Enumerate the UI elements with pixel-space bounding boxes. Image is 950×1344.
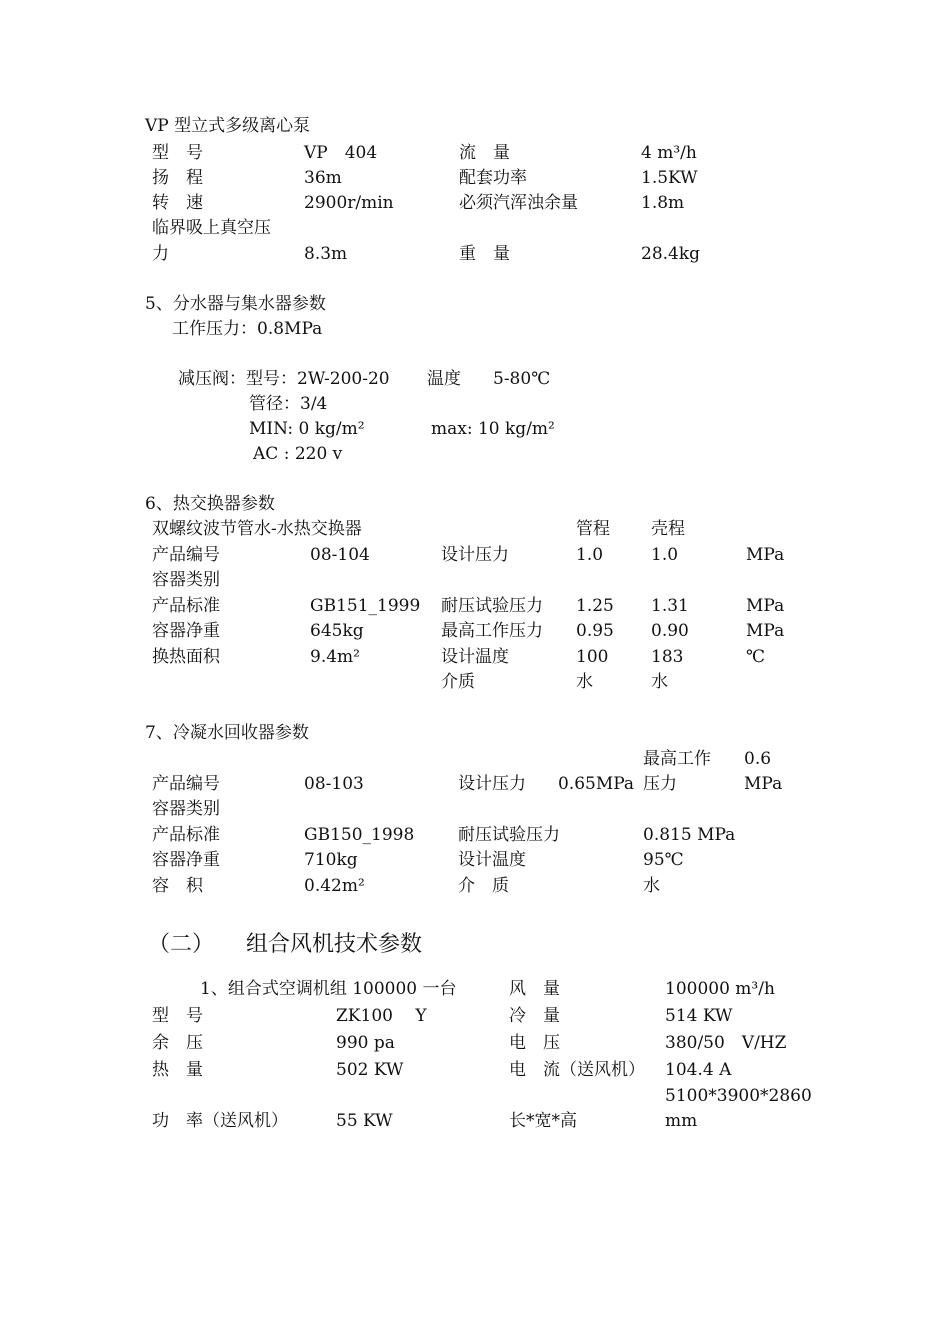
fan-power-label: 功 率（送风机） <box>152 1111 288 1131</box>
sec6-row-4-shell: 0.90 <box>651 621 689 641</box>
sec6-row-1-unit: MPa <box>746 545 785 565</box>
sec6-row-5-shell: 183 <box>651 647 684 667</box>
sec6-row-1-param: 设计压力 <box>441 545 509 565</box>
fan-row-2-param: 冷 量 <box>509 1006 560 1026</box>
pump-row-1-value2: 4 m³/h <box>641 143 697 163</box>
fan-row-2-value: ZK100 Y <box>336 1006 427 1026</box>
sec5-max: max: 10 kg/m² <box>431 419 555 439</box>
sec7-row-4-value: 710kg <box>304 850 358 870</box>
pump-row-3-value2: 1.8m <box>641 193 685 213</box>
fan-heading-text: 组合风机技术参数 <box>246 932 423 957</box>
sec6-row-1-label: 产品编号 <box>152 545 220 565</box>
sec6-title: 6、热交换器参数 <box>145 494 275 514</box>
pump-title: VP 型立式多级离心泵 <box>145 116 311 136</box>
pump-row-2-value: 36m <box>304 168 342 188</box>
sec6-row-5-param: 设计温度 <box>441 647 509 667</box>
sec7-row-1-value: 08-103 <box>304 774 364 794</box>
sec6-row-3-unit: MPa <box>746 596 785 616</box>
fan-heading-number: （二） <box>148 932 215 957</box>
sec6-row-1-value: 08-104 <box>310 545 370 565</box>
sec6-row-4-value: 645kg <box>310 621 364 641</box>
pump-weight-label: 重 量 <box>459 244 510 264</box>
sec6-row-4-tube: 0.95 <box>576 621 614 641</box>
pump-row-2-label: 扬 程 <box>152 168 203 188</box>
sec7-row-5-value: 0.42m² <box>304 876 365 896</box>
sec7-row-4-pvalue: 95℃ <box>643 850 684 870</box>
pump-row-1-value: VP 404 <box>304 143 378 163</box>
sec7-row-4-param: 设计温度 <box>458 850 526 870</box>
pump-row-3-value: 2900r/min <box>304 193 394 213</box>
pump-row-1-label2: 流 量 <box>459 143 510 163</box>
sec7-maxp-value-1: 0.6 <box>744 749 772 769</box>
sec6-row-1-shell: 1.0 <box>651 545 679 565</box>
sec6-row-5-tube: 100 <box>576 647 609 667</box>
fan-row-4-value: 502 KW <box>336 1060 404 1080</box>
sec6-row-6-shell: 水 <box>651 672 668 692</box>
sec6-row-5-label: 换热面积 <box>152 647 220 667</box>
sec7-row-3-value: GB150_1998 <box>304 825 415 845</box>
fan-row-2-pvalue: 514 KW <box>665 1006 733 1026</box>
sec5-pressure: 工作压力：0.8MPa <box>172 319 323 339</box>
sec7-row-1-pvalue: 0.65MPa <box>558 774 635 794</box>
sec6-row-3-tube: 1.25 <box>576 596 614 616</box>
sec6-row-3-value: GB151_1999 <box>310 596 421 616</box>
fan-row-3-param: 电 压 <box>509 1033 560 1053</box>
sec5-ac: AC : 220 v <box>253 444 343 464</box>
fan-row-3-pvalue: 380/50 V/HZ <box>665 1033 787 1053</box>
fan-row-3-label: 余 压 <box>152 1033 203 1053</box>
pump-vacuum-label-1: 临界吸上真空压 <box>152 218 271 238</box>
fan-unit-title: 1、组合式空调机组 100000 一台 <box>200 979 457 999</box>
sec7-maxp-value-2: MPa <box>744 774 783 794</box>
sec7-row-1-param: 设计压力 <box>458 774 526 794</box>
fan-row-4-label: 热 量 <box>152 1060 203 1080</box>
sec6-row-6-tube: 水 <box>576 672 593 692</box>
fan-dim-label: 长*宽*高 <box>509 1111 577 1131</box>
pump-vacuum-value: 8.3m <box>304 244 348 264</box>
sec7-row-3-label: 产品标准 <box>152 825 220 845</box>
sec6-row-5-unit: ℃ <box>746 647 766 667</box>
sec6-subtitle: 双螺纹波节管水-水热交换器 <box>152 519 362 539</box>
sec7-title: 7、冷凝水回收器参数 <box>145 723 309 743</box>
sec6-row-2-label: 容器类别 <box>152 570 220 590</box>
fan-row-1-pvalue: 100000 m³/h <box>665 979 775 999</box>
sec6-row-3-shell: 1.31 <box>651 596 689 616</box>
sec5-pipe: 管径：3/4 <box>249 394 328 414</box>
sec6-row-5-value: 9.4m² <box>310 647 360 667</box>
sec7-row-4-label: 容器净重 <box>152 850 220 870</box>
sec7-row-3-param: 耐压试验压力 <box>458 825 560 845</box>
pump-row-2-value2: 1.5KW <box>641 168 698 188</box>
pump-weight-value: 28.4kg <box>641 244 701 264</box>
sec6-row-4-param: 最高工作压力 <box>441 621 543 641</box>
sec6-row-4-label: 容器净重 <box>152 621 220 641</box>
sec5-valve-model: 减压阀：型号：2W-200-20 <box>178 369 390 389</box>
fan-power-value: 55 KW <box>336 1111 393 1131</box>
sec5-min: MIN: 0 kg/m² <box>249 419 365 439</box>
pump-row-3-label2: 必须汽浑浊余量 <box>459 193 578 213</box>
fan-row-3-value: 990 pa <box>336 1033 395 1053</box>
sec5-title: 5、分水器与集水器参数 <box>145 294 326 314</box>
sec7-row-5-label: 容 积 <box>152 876 203 896</box>
sec7-maxp-label-2: 压力 <box>643 774 677 794</box>
pump-row-2-label2: 配套功率 <box>459 168 527 188</box>
sec7-row-2-label: 容器类别 <box>152 799 220 819</box>
sec6-col-tube: 管程 <box>576 519 610 539</box>
sec6-row-1-tube: 1.0 <box>576 545 604 565</box>
fan-dim-value-2: mm <box>665 1111 698 1131</box>
pump-row-3-label: 转 速 <box>152 193 203 213</box>
sec7-maxp-label-1: 最高工作 <box>643 749 711 769</box>
fan-row-4-pvalue: 104.4 A <box>665 1060 732 1080</box>
sec5-temp-value: 5-80℃ <box>493 369 551 389</box>
sec6-row-6-param: 介质 <box>441 672 475 692</box>
fan-row-2-label: 型 号 <box>152 1006 203 1026</box>
sec7-row-3-pvalue: 0.815 MPa <box>643 825 736 845</box>
sec6-row-4-unit: MPa <box>746 621 785 641</box>
fan-dim-value-1: 5100*3900*2860 <box>665 1086 812 1106</box>
pump-row-1-label: 型 号 <box>152 143 203 163</box>
sec6-col-shell: 壳程 <box>651 519 685 539</box>
sec6-row-3-param: 耐压试验压力 <box>441 596 543 616</box>
sec7-row-5-param: 介 质 <box>458 876 509 896</box>
sec5-temp-label: 温度 <box>427 369 461 389</box>
pump-vacuum-label-2: 力 <box>152 244 169 264</box>
sec6-row-3-label: 产品标准 <box>152 596 220 616</box>
sec7-row-5-pvalue: 水 <box>643 876 660 896</box>
fan-row-1-param: 风 量 <box>509 979 560 999</box>
sec7-row-1-label: 产品编号 <box>152 774 220 794</box>
fan-row-4-param: 电 流（送风机） <box>509 1060 645 1080</box>
